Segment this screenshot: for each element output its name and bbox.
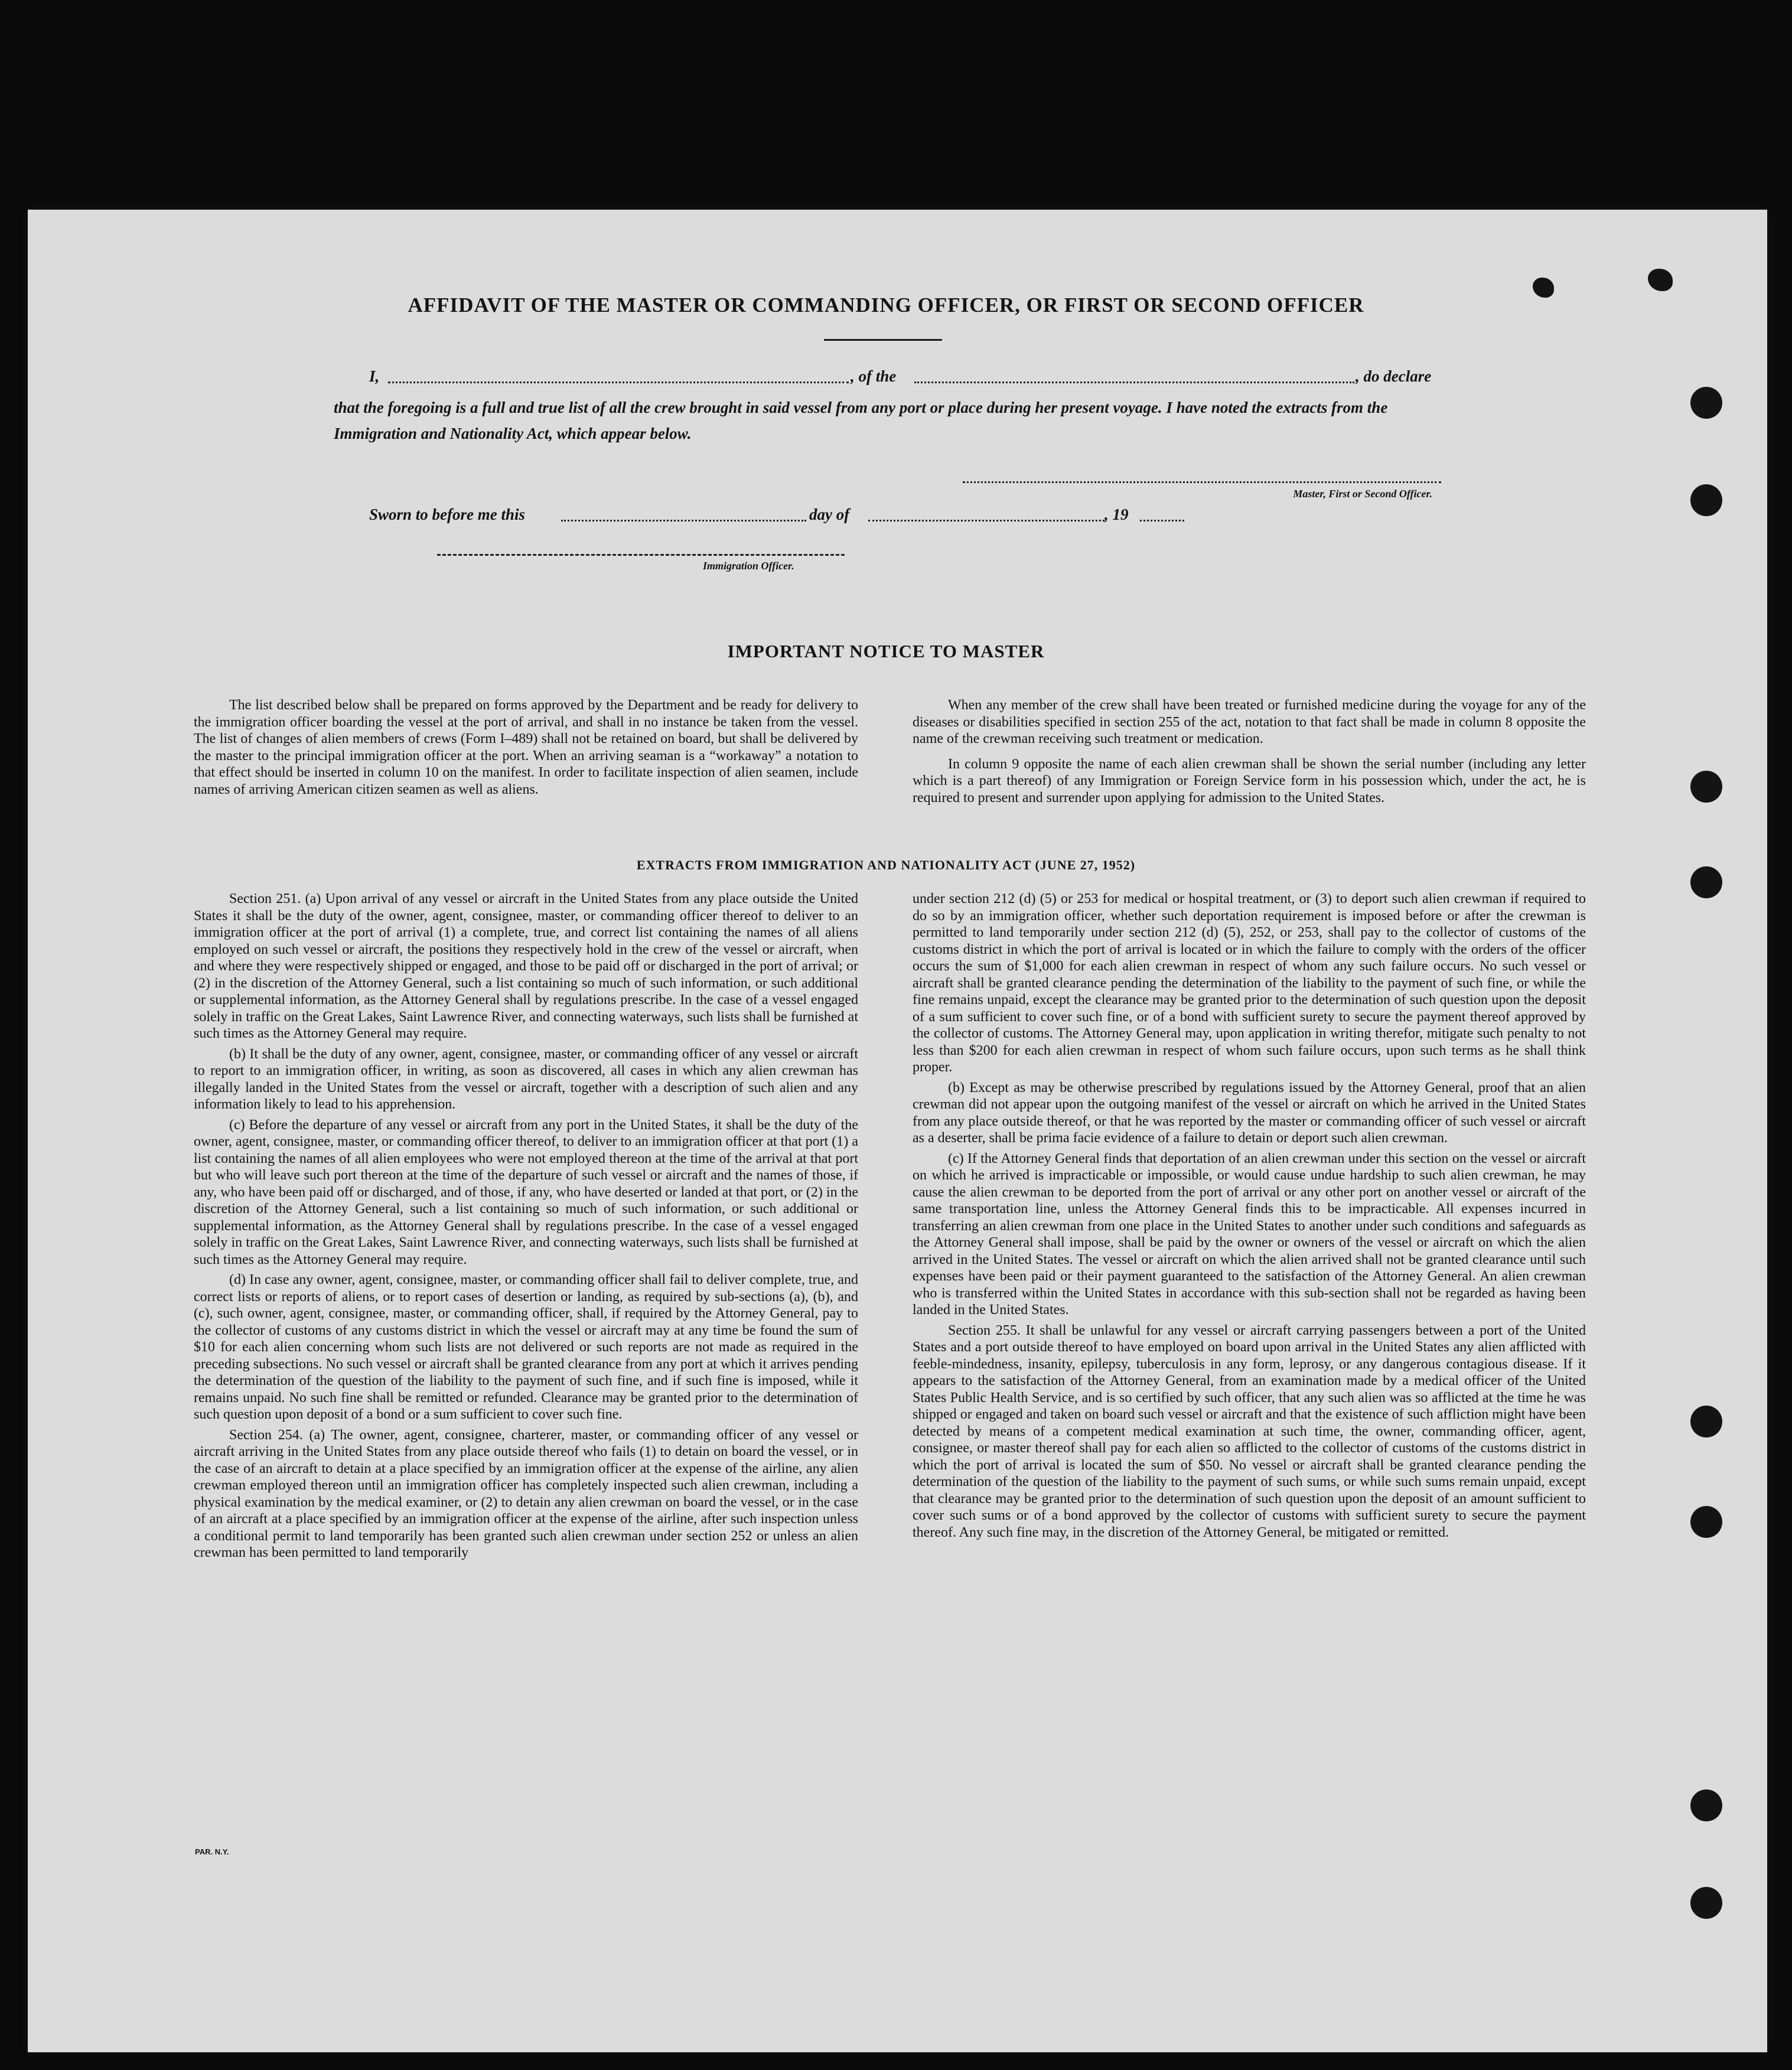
vessel-prefix: , of the (851, 367, 897, 385)
extracts-right-column (913, 891, 1586, 1544)
notice-paragraph: When any member of the crew shall have been treated or furnished medicine during the voyage for any of the diseases or disabilities specified in section 255 of the act, notation to that fact shall be made in column 8 opposite the name of the crewman receiving such treatment or medication. (913, 697, 1586, 746)
sworn-year-field[interactable] (1140, 520, 1184, 521)
punch-hole (1690, 771, 1722, 803)
officer-caption: Immigration Officer. (703, 560, 794, 572)
declare-suffix: , do declare (1356, 367, 1432, 385)
sworn-year-label: , 19 (1104, 506, 1129, 523)
master-signature-field[interactable] (963, 481, 1441, 483)
title-rule (824, 339, 942, 341)
master-caption: Master, First or Second Officer. (1293, 488, 1432, 500)
extract-paragraph: under section 212 (d) (5) or 253 for medical or hospital treatment, or (3) to deport such alien crewman if required to do so by an immigration officer, whether such deportation requirement is imposed before or after the crewman is permitted to land temporarily under section 212 (d) (5), 252, or 253, shall pay to the collector of customs of the customs district in which the port of arrival is located or in which the failure to comply with the orders of the officer occurs the sum of $1,000 for each alien crewman in respect of whom any such failure occurs. No such vessel or aircraft shall be granted clearance pending the determination of the liability to the payment of such fine, or while the fine remains unpaid, except the clearance may be granted prior to the determination of such question upon the deposit of a sum sufficient to cover such fine, or of a bond with sufficient surety to secure the payment thereof approved by the collector of customs. The Attorney General may, upon application in writing therefor, mitigate such penalty to not less than $200 for each alien crewman in respect of whom such failure occurs, upon such terms as he shall think proper. (913, 891, 1586, 1075)
notice-paragraph: In column 9 opposite the name of each alien crewman shall be shown the serial number (including any letter which is a part thereof) of any Immigration or Foreign Service form in his possession which, under the act, he is required to present and surrender upon applying for admission to the United States. (913, 756, 1586, 806)
extract-paragraph: (c) If the Attorney General finds that deportation of an alien crewman under this section on the vessel or aircraft on which he arrived is impracticable or impossible, or would cause undue hardship to such alien crewman, he may cause the alien crewman to be deported from the port of arrival or any other port on another vessel or aircraft of the same transportation line, unless the Attorney General finds this to be impracticable. All expenses incurred in transferring an alien crewman from one place in the United States to another under such conditions and safeguards as the Attorney General shall impose, shall be paid by the owner or owners of the vessel or aircraft on which the alien arrived in the United States. The vessel or aircraft on which the alien arrived shall not be granted clearance until such expenses have been paid or their payment guaranteed to the satisfaction of the Attorney General. An alien crewman who is transferred within the United States in accordance with this sub-section shall not be regarded as having been landed in the United States. (913, 1150, 1586, 1318)
declaration-text: that the foregoing is a full and true list of all the crew brought in said vessel from any port or place during her present voyage. I have noted the extracts from the Immigration and Nationality Act, which appear below. (334, 399, 1388, 442)
punch-hole (1690, 484, 1722, 516)
extracts-title: EXTRACTS FROM IMMIGRATION AND NATIONALITY ACT (JUNE 27, 1952) (636, 858, 1136, 872)
declaration-line (369, 367, 1441, 389)
sworn-day-field[interactable] (561, 520, 806, 521)
extract-paragraph: (c) Before the departure of any vessel or aircraft from any port in the United States, it shall be the duty of the owner, agent, consignee, master, or commanding officer thereof, to deliver to an immigration officer at that port (1) a list containing the names of all alien employees who were not employed thereon at the time of the arrival at that port but who will leave such port thereon at the time of the departure of such vessel or aircraft and the names of those, if any, who have been paid off or discharged, and of those, if any, who have deserted or landed at that port, or (2) in the discretion of the Attorney General, such a list containing so much of such information, or such additional or supplemental information, as the Attorney General shall by regulations prescribe. In the case of a vessel engaged solely in traffic on the Great Lakes, Saint Lawrence River, and connecting waterways, such lists shall be furnished at such times as the Attorney General may require. (194, 1117, 858, 1267)
declarant-name-field[interactable] (388, 382, 849, 383)
extract-paragraph: Section 255. It shall be unlawful for any vessel or aircraft carrying passengers between a port of the United States and a port outside thereof to have employed on board upon arrival in the United States any alien afflicted with feeble-mindedness, insanity, epilepsy, tuberculosis in any form, leprosy, or any dangerous contagious disease. If it appears to the satisfaction of the Attorney General, from an examination made by a medical officer of the United States Public Health Service, and is so certified by such officer, that any such alien was so afflicted at the time he was shipped or engaged and taken on board such vessel or aircraft and that the existence of such affliction might have been detected by means of a competent medical examination at such time, the owner, commanding officer, agent, consignee, or master thereof shall pay for each alien so afflicted to the collector of customs of the customs district in which the port of arrival is located the sum of $50. No vessel or aircraft shall be granted clearance pending the determination of the question of the liability to the payment of such sums, or while such sums remain unpaid, except that clearance may be granted prior to the determination of such question upon the deposit of an amount sufficient to cover such sums or of a bond approved by the collector of customs with sufficient surety to secure the payment thereof. Any such fine may, in the discretion of the Attorney General, be mitigated or remitted. (913, 1322, 1586, 1540)
extract-paragraph: (b) Except as may be otherwise prescribed by regulations issued by the Attorney General, proof that an alien crewman did not appear upon the outgoing manifest of the vessel or aircraft on which he arrived in the United States from any place outside thereof, or that he was reported by the master or commanding officer of such vessel or aircraft as a deserter, shall be prima facie evidence of a failure to detain or deport such alien crewman. (913, 1080, 1586, 1146)
officer-signature-field[interactable] (437, 554, 845, 556)
extract-paragraph: (d) In case any owner, agent, consignee, master, or commanding officer shall fail to deliver complete, true, and correct lists or reports of aliens, or to report cases of desertion or landing, as required by sub-sections (a), (b), and (c), such owner, agent, consignee, master, or commanding officer, shall, if required by the Attorney General, pay to the collector of customs of any customs district in which the vessel or aircraft may at any time be found the sum of $10 for each alien concerning whom such lists are not delivered or such reports are not made as required in the preceding subsections. No such vessel or aircraft shall be granted clearance from any port at which it arrives pending the determination of the question of the liability to the payment of such fine, and if such fine is imposed, while it remains unpaid. No such fine shall be remitted or refunded. Clearance may be granted prior to the determination of such question upon deposit of a bond or a sum sufficient to cover such fine. (194, 1272, 858, 1422)
extracts-left-column (194, 891, 858, 1565)
declarant-prefix: I, (369, 367, 380, 385)
punch-hole (1690, 387, 1722, 419)
punch-hole (1690, 1406, 1722, 1437)
affidavit-title: AFFIDAVIT OF THE MASTER OR COMMANDING OFFICER, OR FIRST OR SECOND OFFICER (408, 294, 1364, 317)
extract-paragraph: Section 254. (a) The owner, agent, consignee, charterer, master, or commanding officer of any vessel or aircraft arriving in the United States from any place outside thereof who fails (1) to detain on board the vessel, or in the case of an aircraft to detain at a place specified by an immigration officer at the expense of the airline, any alien crewman employed thereon until an immigration officer has completely inspected such alien crewman, including a physical examination by the medical examiner, or (2) to detain any alien crewman on board the vessel, or in the case of an aircraft at a place specified by an immigration officer at the expense of the airline, after such inspection unless a conditional permit to land temporarily has been granted such alien crewman under section 252 or unless an alien crewman has been permitted to land temporarily (194, 1427, 858, 1560)
extract-paragraph: (b) It shall be the duty of any owner, agent, consignee, master, or commanding officer of any vessel or aircraft to report to an immigration officer, in writing, as soon as discovered, all cases in which any alien crewman has illegally landed in the United States from the vessel or aircraft, together with a description of such alien and any information likely to lead to his apprehension. (194, 1046, 858, 1112)
punch-hole (1690, 866, 1722, 898)
extract-paragraph: Section 251. (a) Upon arrival of any vessel or aircraft in the United States from any place outside the United States it shall be the duty of the owner, agent, consignee, master, or commanding officer thereof to deliver to an immigration officer at the port of arrival (1) a complete, true, and correct list containing the names of all aliens employed on such vessel or aircraft, the positions they respectively hold in the crew of the vessel or aircraft, when and where they were respectively shipped or engaged, and those to be paid off or discharged in the port of arrival; or (2) in the discretion of the Attorney General, such a list containing so much of such information, or such additional or supplemental information, as the Attorney General shall by regulations prescribe. In the case of a vessel engaged solely in traffic on the Great Lakes, Saint Lawrence River, and connecting waterways, such lists shall be furnished at such times as the Attorney General may require. (194, 891, 858, 1041)
notice-title: IMPORTANT NOTICE TO MASTER (727, 641, 1045, 661)
notice-right-column (913, 697, 1586, 810)
sworn-month-field[interactable] (868, 520, 1104, 521)
print-code: PAR. N.Y. (195, 1847, 229, 1856)
notice-paragraph: The list described below shall be prepared on forms approved by the Department and be ready for delivery to the immigration officer boarding the vessel at the port of arrival, and shall in no instance be taken from the vessel. The list of changes of alien members of crews (Form I–489) shall not be retained on board, but shall be delivered by the master to the principal immigration officer at the port. When an arriving seaman is a “workaway” a notation to that effect should be inserted in column 10 on the manifest. In order to facilitate inspection of alien seamen, include names of arriving American citizen seamen as well as aliens. (194, 697, 858, 797)
vessel-name-field[interactable] (914, 382, 1354, 383)
notice-left-column (194, 697, 858, 801)
sworn-day-label: day of (809, 506, 850, 523)
sworn-prefix: Sworn to before me this (369, 506, 526, 523)
punch-hole (1690, 1887, 1722, 1919)
punch-hole (1690, 1789, 1722, 1821)
sworn-line (369, 506, 1196, 527)
punch-hole (1690, 1506, 1722, 1538)
